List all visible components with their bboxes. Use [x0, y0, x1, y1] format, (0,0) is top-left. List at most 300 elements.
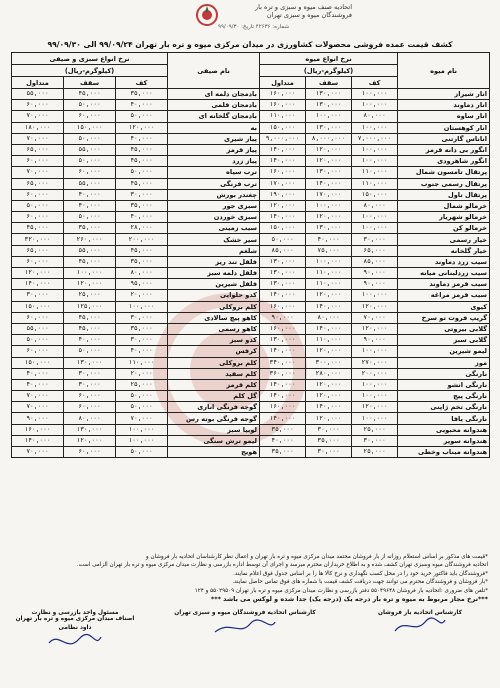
fruit-ceiling-cell: ۱۰۰,۰۰۰: [306, 256, 352, 267]
fruit-name-cell: انگور بی دانه قرمز: [398, 144, 490, 155]
veg-name-cell: ترب سیاه: [168, 167, 260, 178]
veg-name-cell: سیب زمینی: [168, 223, 260, 234]
note-line: اتحادیه فروشندگان میوه وسبزی تهران کشف شده و به اطلاع خریداران محترم میرسد و اجرای آن توسط اداره بازرسی و نظارت میدان مرکزی میوه و تره بار تهران الزامی است.: [76, 562, 488, 569]
table-row: [12, 402, 490, 413]
fruit-common-cell: ۱۶۰,۰۰۰: [260, 323, 306, 334]
fruit-ceiling-cell: ۱۰۰,۰۰۰: [306, 200, 352, 211]
fruit-common-cell: ۱۳۰,۰۰۰: [260, 268, 306, 279]
fruit-floor-cell: ۸۰,۰۰۰: [352, 111, 398, 122]
veg-common-cell: ۱۵۰,۰۰۰: [12, 357, 64, 368]
veg-common-cell: ۶۰,۰۰۰: [12, 156, 64, 167]
fruit-name-cell: نارنگی: [398, 368, 490, 379]
veg-floor-cell: ۴۰,۰۰۰: [116, 100, 168, 111]
table-row: [12, 335, 490, 346]
fruit-common-cell: ۳۶۰,۰۰۰: [260, 368, 306, 379]
veg-name-cell: سبزی خوردن: [168, 212, 260, 223]
table-row: [12, 156, 490, 167]
note-highlight: ***نرخ مجاز مربوط به میوه و تره بار درجه یک (درجه یک) جدا شده و لوکس می باشد ***: [210, 595, 488, 604]
veg-common-cell: ۶۰,۰۰۰: [12, 256, 64, 267]
fruit-floor-header: کف: [352, 77, 398, 89]
veg-ceiling-cell: ۵۰,۰۰۰: [64, 346, 116, 357]
veg-ceiling-cell: ۵۵,۰۰۰: [64, 144, 116, 155]
fruit-common-cell: ۳۴۰,۰۰۰: [260, 357, 306, 368]
veg-common-cell: ۷۰,۰۰۰: [12, 402, 64, 413]
veg-name-cell: کلم قرمز: [168, 379, 260, 390]
fruit-ceiling-cell: ۴۰,۰۰۰: [306, 234, 352, 245]
fruit-name-cell: پرتقال تاول: [398, 189, 490, 200]
veg-ceiling-cell: ۴۰,۰۰۰: [64, 335, 116, 346]
fruit-floor-cell: ۱۰۰,۰۰۰: [352, 100, 398, 111]
org-line2: فروشندگان میوه و سبزی تهران: [266, 11, 352, 19]
fruit-ceiling-cell: ۱۲۰,۰۰۰: [306, 413, 352, 424]
fruit-floor-cell: ۱۲۰,۰۰۰: [352, 301, 398, 312]
price-table-body: [12, 89, 490, 458]
fruit-floor-cell: ۶۵,۰۰۰: [352, 245, 398, 256]
fruit-name-cell: انار شیراز: [398, 89, 490, 100]
fruit-ceiling-cell: ۱۴۰,۰۰۰: [306, 402, 352, 413]
fruit-ceiling-cell: ۱۷۰,۰۰۰: [306, 189, 352, 200]
fruit-name-cell: انار کوهستان: [398, 122, 490, 133]
veg-name-cell: بادمجان دلمه ای: [168, 89, 260, 100]
veg-name-cell: پیاز زرد: [168, 156, 260, 167]
fruit-name-cell: نارنگی پیج: [398, 391, 490, 402]
fruit-ceiling-cell: ۱۲۰,۰۰۰: [306, 346, 352, 357]
fruit-ceiling-cell: ۱۳۰,۰۰۰: [306, 122, 352, 133]
fruit-floor-cell: ۱۰۰,۰۰۰: [352, 144, 398, 155]
fruit-ceiling-cell: ۸,۰۰۰,۰۰۰: [306, 133, 352, 144]
veg-name-cell: کاهو پیچ سالادی: [168, 312, 260, 323]
veg-floor-cell: ۴۰,۰۰۰: [116, 212, 168, 223]
veg-floor-cell: ۱۱۰,۰۰۰: [116, 357, 168, 368]
veg-name-cell: هویج: [168, 447, 260, 458]
veg-floor-cell: ۷۰,۰۰۰: [116, 413, 168, 424]
table-row: [12, 234, 490, 245]
veg-common-cell: ۳۰,۰۰۰: [12, 290, 64, 301]
veg-group-header: نرخ انواع سبزی و صیفی: [12, 53, 168, 65]
fruit-common-cell: ۱۳۰,۰۰۰: [260, 256, 306, 267]
document-meta: شماره: ۴۲۶۳۶ تاریخ: ۹۹/۰۹/۳۰: [218, 24, 290, 30]
fruit-floor-cell: ۲۵,۰۰۰: [352, 424, 398, 435]
table-row: [12, 133, 490, 144]
fruit-floor-cell: ۹۰,۰۰۰: [352, 335, 398, 346]
fruit-common-cell: ۱۵۰,۰۰۰: [260, 122, 306, 133]
veg-name-cell: به: [168, 122, 260, 133]
fruit-name-cell: موز: [398, 357, 490, 368]
veg-floor-cell: ۵۰,۰۰۰: [116, 167, 168, 178]
fruit-name-cell: انار دماوند: [398, 100, 490, 111]
signature-left: [10, 610, 140, 655]
fruit-name-cell: لیمو شیرین: [398, 346, 490, 357]
group-header-row: [12, 53, 490, 65]
fruit-name-cell: سیب قرمز دماوند: [398, 279, 490, 290]
veg-ceiling-cell: ۱۵۰,۰۰۰: [64, 122, 116, 133]
fruit-name-cell: خیار گلخانه: [398, 245, 490, 256]
fruit-floor-cell: ۲۵,۰۰۰: [352, 447, 398, 458]
veg-name-cell: فلفل شیرین: [168, 279, 260, 290]
veg-floor-cell: ۳۵,۰۰۰: [116, 256, 168, 267]
veg-ceiling-cell: ۶۰,۰۰۰: [64, 402, 116, 413]
table-row: [12, 245, 490, 256]
fruit-name-cell: هندوانه محبوبی: [398, 424, 490, 435]
veg-ceiling-cell: ۵۰,۰۰۰: [64, 100, 116, 111]
veg-floor-cell: ۱۰۰,۰۰۰: [116, 435, 168, 446]
fruit-ceiling-cell: ۱۲۰,۰۰۰: [306, 212, 352, 223]
fruit-floor-cell: ۱۰۰,۰۰۰: [352, 346, 398, 357]
fruit-floor-cell: ۸۰,۰۰۰: [352, 200, 398, 211]
veg-ceiling-cell: ۳۰,۰۰۰: [64, 379, 116, 390]
fruit-common-cell: ۱۶۰,۰۰۰: [260, 89, 306, 100]
fruit-name-header: نام میوه: [398, 53, 490, 89]
fruit-name-cell: اناناس گارتنی: [398, 133, 490, 144]
veg-ceiling-cell: ۴۵,۰۰۰: [64, 256, 116, 267]
fruit-common-cell: ۸۵,۰۰۰: [260, 245, 306, 256]
fruit-floor-cell: ۱۰۰,۰۰۰: [352, 156, 398, 167]
fruit-ceiling-cell: ۳۰,۰۰۰: [306, 447, 352, 458]
veg-common-cell: ۶۵,۰۰۰: [12, 144, 64, 155]
table-row: [12, 189, 490, 200]
veg-ceiling-cell: ۴۰,۰۰۰: [64, 189, 116, 200]
table-row: [12, 100, 490, 111]
veg-common-cell: ۶۰,۰۰۰: [12, 312, 64, 323]
fruit-name-cell: نارنگی تخم ژاپنی: [398, 402, 490, 413]
fruit-common-cell: ۱۴۰,۰۰۰: [260, 212, 306, 223]
fruit-name-cell: انگور شاهرودی: [398, 156, 490, 167]
fruit-ceiling-cell: ۱۴۰,۰۰۰: [306, 323, 352, 334]
fruit-floor-cell: ۹۰,۰۰۰: [352, 279, 398, 290]
fruit-name-cell: خیار رسمی: [398, 234, 490, 245]
table-row: [12, 144, 490, 155]
fruit-floor-cell: ۷,۰۰۰,۰۰۰: [352, 133, 398, 144]
fruit-name-cell: خرمالو کن: [398, 223, 490, 234]
veg-common-cell: ۶۵,۰۰۰: [12, 178, 64, 189]
fruit-unit-header: (کیلوگرم-ریال): [260, 65, 398, 77]
veg-common-cell: ۶۰,۰۰۰: [12, 100, 64, 111]
fruit-common-cell: ۱۱۰,۰۰۰: [260, 111, 306, 122]
fruit-ceiling-cell: ۱۱۰,۰۰۰: [306, 279, 352, 290]
veg-name-cell: کلم بروکلی: [168, 301, 260, 312]
veg-floor-cell: ۸۰,۰۰۰: [116, 268, 168, 279]
veg-ceiling-header: سقف: [64, 77, 116, 89]
veg-ceiling-cell: ۴۰,۰۰۰: [64, 200, 116, 211]
fruit-name-cell: هندوانه میناب وخطی: [398, 447, 490, 458]
signature-left-title: مسئول واحد بازرسی و نظارت: [31, 610, 119, 616]
fruit-floor-cell: ۱۰۰,۰۰۰: [352, 89, 398, 100]
veg-floor-cell: ۲۵,۰۰۰: [116, 379, 168, 390]
veg-ceiling-cell: ۵۰,۰۰۰: [64, 133, 116, 144]
veg-name-cell: بادمجان قلمی: [168, 100, 260, 111]
fruit-name-cell: سیب زرد دماوند: [398, 256, 490, 267]
veg-name-cell: پیاز شیری: [168, 133, 260, 144]
veg-floor-cell: ۳۵,۰۰۰: [116, 323, 168, 334]
veg-floor-cell: ۳۰,۰۰۰: [116, 312, 168, 323]
veg-unit-header: (کیلوگرم-ریال): [12, 65, 168, 77]
table-row: [12, 268, 490, 279]
veg-common-cell: ۷۰,۰۰۰: [12, 167, 64, 178]
veg-ceiling-cell: ۵۰,۰۰۰: [64, 212, 116, 223]
veg-ceiling-cell: ۱۲۵,۰۰۰: [64, 301, 116, 312]
fruit-common-cell: ۳۵,۰۰۰: [260, 424, 306, 435]
veg-name-header: نام صیفی: [168, 53, 260, 89]
veg-common-cell: ۶۰,۰۰۰: [12, 346, 64, 357]
fruit-common-cell: ۱۴۰,۰۰۰: [260, 144, 306, 155]
table-row: [12, 200, 490, 211]
fruit-common-cell: ۱۴۰,۰۰۰: [260, 156, 306, 167]
fruit-common-cell: ۹,۰۰۰,۰۰۰: [260, 133, 306, 144]
veg-name-cell: کدو حلوایی: [168, 290, 260, 301]
note-line: *فروشندگان باید فاکتور خرید خود را در محل کسب نگهداری و نرخ کالا ها را بر اساس جدول فوق اعلام نمایند.: [233, 570, 488, 577]
veg-floor-cell: ۵۰,۰۰۰: [116, 447, 168, 458]
note-line: *قیمت های مذکور بر اساس استعلام روزانه از بار فروشان محتمد میدان مرکزی میوه و تره بار تهران و اعمال نظر کارشناسان اتحادیه بار فروشان و: [146, 554, 488, 560]
fruit-common-cell: ۱۳۰,۰۰۰: [260, 279, 306, 290]
table-row: [12, 323, 490, 334]
veg-common-cell: ۵۰,۰۰۰: [12, 200, 64, 211]
signature-scribble-icon: [45, 631, 105, 653]
fruit-floor-cell: ۱۰۰,۰۰۰: [352, 379, 398, 390]
note-line: *بار فروشان و فروشندگان محترم می توانند جهت دریافت کشف قیمت با شماره های فوق تماس حاصل نمایند.: [232, 579, 488, 586]
veg-common-cell: ۷۰,۰۰۰: [12, 391, 64, 402]
table-row: [12, 447, 490, 458]
fruit-ceiling-cell: ۱۲۰,۰۰۰: [306, 156, 352, 167]
table-row: [12, 391, 490, 402]
veg-name-cell: بادمجان گلخانه ای: [168, 111, 260, 122]
veg-ceiling-cell: ۶۰,۰۰۰: [64, 391, 116, 402]
fruit-name-cell: سیب قرمز مراغه: [398, 290, 490, 301]
veg-floor-cell: ۳۵,۰۰۰: [116, 200, 168, 211]
fruit-common-cell: ۱۴۰,۰۰۰: [260, 379, 306, 390]
fruit-name-cell: گریپ فروت تو سرخ: [398, 312, 490, 323]
veg-floor-cell: ۵۰,۰۰۰: [116, 111, 168, 122]
fruit-ceiling-cell: ۱۰۰,۰۰۰: [306, 111, 352, 122]
signature-center-title: کارشناس اتحادیه فروشندگان میوه و سبزی تهران: [174, 610, 316, 616]
fruit-floor-cell: ۲۰۰,۰۰۰: [352, 368, 398, 379]
table-row: [12, 223, 490, 234]
veg-name-cell: کرفس: [168, 346, 260, 357]
fruit-common-cell: ۱۶۰,۰۰۰: [260, 402, 306, 413]
fruit-ceiling-cell: ۲۸۰,۰۰۰: [306, 368, 352, 379]
fruit-common-cell: ۱۶۰,۰۰۰: [260, 100, 306, 111]
veg-floor-cell: ۴۵,۰۰۰: [116, 178, 168, 189]
veg-common-cell: ۱۴۰,۰۰۰: [12, 435, 64, 446]
veg-name-cell: فلفل تند ریز: [168, 256, 260, 267]
veg-common-cell: ۶۰,۰۰۰: [12, 189, 64, 200]
veg-floor-cell: ۹۵,۰۰۰: [116, 279, 168, 290]
veg-floor-cell: ۱۰۰,۰۰۰: [116, 424, 168, 435]
fruit-common-cell: ۱۶۰,۰۰۰: [260, 167, 306, 178]
fruit-floor-cell: ۱۰۰,۰۰۰: [352, 122, 398, 133]
fruit-name-cell: خرمالو شهریار: [398, 212, 490, 223]
fruit-floor-cell: ۱۲۰,۰۰۰: [352, 402, 398, 413]
veg-floor-cell: ۲۰۰,۰۰۰: [116, 234, 168, 245]
veg-ceiling-cell: ۵۵,۰۰۰: [64, 178, 116, 189]
veg-ceiling-cell: ۶۰,۰۰۰: [64, 447, 116, 458]
table-row: [12, 424, 490, 435]
fruit-ceiling-cell: ۳۰,۰۰۰: [306, 424, 352, 435]
fruit-ceiling-cell: ۱۲۰,۰۰۰: [306, 144, 352, 155]
table-row: [12, 122, 490, 133]
veg-name-cell: پیاز قرمز: [168, 144, 260, 155]
veg-ceiling-cell: ۳۰,۰۰۰: [64, 368, 116, 379]
fruit-name-cell: گلابی سبز: [398, 335, 490, 346]
veg-ceiling-cell: ۴۵,۰۰۰: [64, 89, 116, 100]
signature-scribble-icon: [390, 616, 450, 636]
table-row: [12, 312, 490, 323]
fruit-name-cell: گلابی بیروتی: [398, 323, 490, 334]
fruit-floor-cell: ۱۰۰,۰۰۰: [352, 212, 398, 223]
table-row: [12, 301, 490, 312]
veg-name-cell: کدو سبز: [168, 335, 260, 346]
signature-right-title: کارشناس اتحادیه بار فروشان: [378, 610, 462, 616]
fruit-floor-cell: ۷۰,۰۰۰: [352, 312, 398, 323]
fruit-ceiling-cell: ۱۲۰,۰۰۰: [306, 391, 352, 402]
fruit-floor-cell: ۸۵,۰۰۰: [352, 256, 398, 267]
fruit-name-cell: هندوانه سوپر: [398, 435, 490, 446]
signature-section: [0, 610, 500, 680]
table-row: [12, 111, 490, 122]
veg-common-cell: ۴۰,۰۰۰: [12, 368, 64, 379]
veg-ceiling-cell: ۶۰,۰۰۰: [64, 111, 116, 122]
table-row: [12, 279, 490, 290]
veg-common-cell: ۷۰,۰۰۰: [12, 133, 64, 144]
fruit-common-cell: ۱۴۰,۰۰۰: [260, 346, 306, 357]
fruit-floor-cell: ۱۰۰,۰۰۰: [352, 290, 398, 301]
veg-common-cell: ۷۰,۰۰۰: [12, 447, 64, 458]
veg-name-cell: گوجه فرنگی بوته رس: [168, 413, 260, 424]
table-row: [12, 89, 490, 100]
veg-ceiling-cell: ۸۰,۰۰۰: [64, 413, 116, 424]
fruit-common-cell: ۱۳۰,۰۰۰: [260, 335, 306, 346]
veg-floor-cell: ۲۰,۰۰۰: [116, 290, 168, 301]
veg-ceiling-cell: ۱۲۰,۰۰۰: [64, 435, 116, 446]
veg-common-cell: ۵۵,۰۰۰: [12, 89, 64, 100]
veg-ceiling-cell: ۴۵,۰۰۰: [64, 312, 116, 323]
price-table: [11, 52, 490, 458]
fruit-name-cell: انار ساوه: [398, 111, 490, 122]
fruit-common-cell: ۱۲۰,۰۰۰: [260, 200, 306, 211]
fruit-ceiling-cell: ۱۴۰,۰۰۰: [306, 301, 352, 312]
table-row: [12, 413, 490, 424]
signature-left-sub: اصناف میدان مرکزی میوه و تره بار تهران: [15, 616, 135, 622]
fruit-floor-cell: ۱۰۰,۰۰۰: [352, 413, 398, 424]
veg-floor-cell: ۱۲۰,۰۰۰: [116, 122, 168, 133]
veg-common-cell: ۱۵۰,۰۰۰: [12, 301, 64, 312]
page-title: کشف قیمت عمده فروشی محصولات کشاورزی در میدان مرکزی میوه و تره بار تهران ۹۹/۰۹/۲۴ الی ۹۹/۰۹/۳۰: [47, 40, 453, 49]
fruit-floor-cell: ۳۰,۰۰۰: [352, 234, 398, 245]
fruit-floor-cell: ۱۲۰,۰۰۰: [352, 323, 398, 334]
veg-ceiling-cell: ۴۵,۰۰۰: [64, 323, 116, 334]
veg-ceiling-cell: ۲۵,۰۰۰: [64, 290, 116, 301]
fruit-name-cell: خرمالو شمال: [398, 200, 490, 211]
veg-floor-cell: ۲۰,۰۰۰: [116, 368, 168, 379]
table-row: [12, 346, 490, 357]
veg-name-cell: ترب فرنگی: [168, 178, 260, 189]
veg-floor-cell: ۲۸,۰۰۰: [116, 223, 168, 234]
veg-name-cell: سیر خشک: [168, 234, 260, 245]
signature-center: [160, 610, 330, 640]
table-row: [12, 167, 490, 178]
veg-floor-cell: ۵۰,۰۰۰: [116, 391, 168, 402]
fruit-ceiling-cell: ۷۵,۰۰۰: [306, 245, 352, 256]
fruit-group-header: نرخ انواع میوه: [260, 53, 398, 65]
fruit-floor-cell: ۱۱۰,۰۰۰: [352, 178, 398, 189]
fruit-floor-cell: ۱۱۰,۰۰۰: [352, 167, 398, 178]
fruit-ceiling-cell: ۱۳۰,۰۰۰: [306, 223, 352, 234]
veg-name-cell: چغندر بورش: [168, 189, 260, 200]
veg-common-cell: ۳۲۰,۰۰۰: [12, 234, 64, 245]
fruit-name-cell: سیب زردلبنانی میانه: [398, 268, 490, 279]
veg-floor-cell: ۱۰۰,۰۰۰: [116, 301, 168, 312]
fruit-ceiling-cell: ۱۳۰,۰۰۰: [306, 167, 352, 178]
fruit-name-cell: نارنگی یافا: [398, 413, 490, 424]
table-row: [12, 379, 490, 390]
fruit-ceiling-cell: ۱۲۰,۰۰۰: [306, 379, 352, 390]
fruit-ceiling-cell: ۱۳۰,۰۰۰: [306, 89, 352, 100]
fruit-common-cell: ۱۴۰,۰۰۰: [260, 290, 306, 301]
veg-common-cell: ۴۰,۰۰۰: [12, 379, 64, 390]
fruit-floor-cell: ۱۵۰,۰۰۰: [352, 189, 398, 200]
veg-name-cell: فلفل دلمه سبز: [168, 268, 260, 279]
table-row: [12, 368, 490, 379]
veg-floor-header: کف: [116, 77, 168, 89]
notes-section: [12, 553, 488, 603]
org-line1: اتحادیه صنف میوه و سبزی و تره بار: [255, 3, 352, 11]
veg-common-cell: ۱۶۰,۰۰۰: [12, 424, 64, 435]
veg-ceiling-cell: ۵۰,۰۰۰: [64, 156, 116, 167]
table-row: [12, 290, 490, 301]
veg-name-cell: گوجه فرنگی اناری: [168, 402, 260, 413]
fruit-ceiling-cell: ۱۱۰,۰۰۰: [306, 335, 352, 346]
veg-floor-cell: ۳۰,۰۰۰: [116, 189, 168, 200]
fruit-ceiling-cell: ۸۰,۰۰۰: [306, 312, 352, 323]
veg-name-cell: کلم سفید: [168, 368, 260, 379]
note-line: *تلفن های ضروری :اتحادیه بار فروشان ۵۵۰۴۹۶۴۸ دفتر بازرسی و نظارت میدان مرکزی میوه و تره بار تهران ۵۵۰۲۹۵۰۹ و ۱۲۴: [194, 587, 488, 594]
veg-common-cell: ۱۲۰,۰۰۰: [12, 268, 64, 279]
veg-name-cell: لیمو ترش سنگی: [168, 435, 260, 446]
fruit-name-cell: پرتقال تامسون شمال: [398, 167, 490, 178]
veg-floor-cell: ۵۰,۰۰۰: [116, 402, 168, 413]
veg-floor-cell: ۴۵,۰۰۰: [116, 245, 168, 256]
fruit-common-cell: ۱۶۰,۰۰۰: [260, 301, 306, 312]
fruit-common-cell: ۱۴۰,۰۰۰: [260, 413, 306, 424]
fruit-ceiling-header: سقف: [306, 77, 352, 89]
table-row: [12, 357, 490, 368]
fruit-ceiling-cell: ۱۴۰,۰۰۰: [306, 178, 352, 189]
veg-floor-cell: ۴۰,۰۰۰: [116, 133, 168, 144]
fruit-floor-cell: ۱۰۰,۰۰۰: [352, 223, 398, 234]
fruit-common-cell: ۱۴۰,۰۰۰: [260, 391, 306, 402]
veg-name-cell: لوبیا سبز: [168, 424, 260, 435]
veg-common-cell: ۹۰,۰۰۰: [12, 413, 64, 424]
veg-common-cell: ۱۸۰,۰۰۰: [12, 122, 64, 133]
veg-common-cell: ۷۰,۰۰۰: [12, 111, 64, 122]
fruit-floor-cell: ۳۰,۰۰۰: [352, 435, 398, 446]
fruit-floor-cell: ۹۰,۰۰۰: [352, 268, 398, 279]
veg-common-cell: ۶۰,۰۰۰: [12, 212, 64, 223]
fruit-ceiling-cell: ۳۵,۰۰۰: [306, 435, 352, 446]
table-row: [12, 212, 490, 223]
fruit-ceiling-cell: ۱۲۰,۰۰۰: [306, 290, 352, 301]
table-row: [12, 256, 490, 267]
fruit-common-cell: ۴۰,۰۰۰: [260, 435, 306, 446]
fruit-common-header: متداول: [260, 77, 306, 89]
veg-ceiling-cell: ۵۵,۰۰۰: [64, 245, 116, 256]
veg-floor-cell: ۴۵,۰۰۰: [116, 156, 168, 167]
fruit-ceiling-cell: ۱۱۰,۰۰۰: [306, 268, 352, 279]
veg-common-cell: ۶۵,۰۰۰: [12, 245, 64, 256]
fruit-common-cell: ۹۰,۰۰۰: [260, 312, 306, 323]
veg-ceiling-cell: ۱۰۰,۰۰۰: [64, 268, 116, 279]
veg-name-cell: کلم بروکلی: [168, 357, 260, 368]
veg-floor-cell: ۳۵,۰۰۰: [116, 89, 168, 100]
